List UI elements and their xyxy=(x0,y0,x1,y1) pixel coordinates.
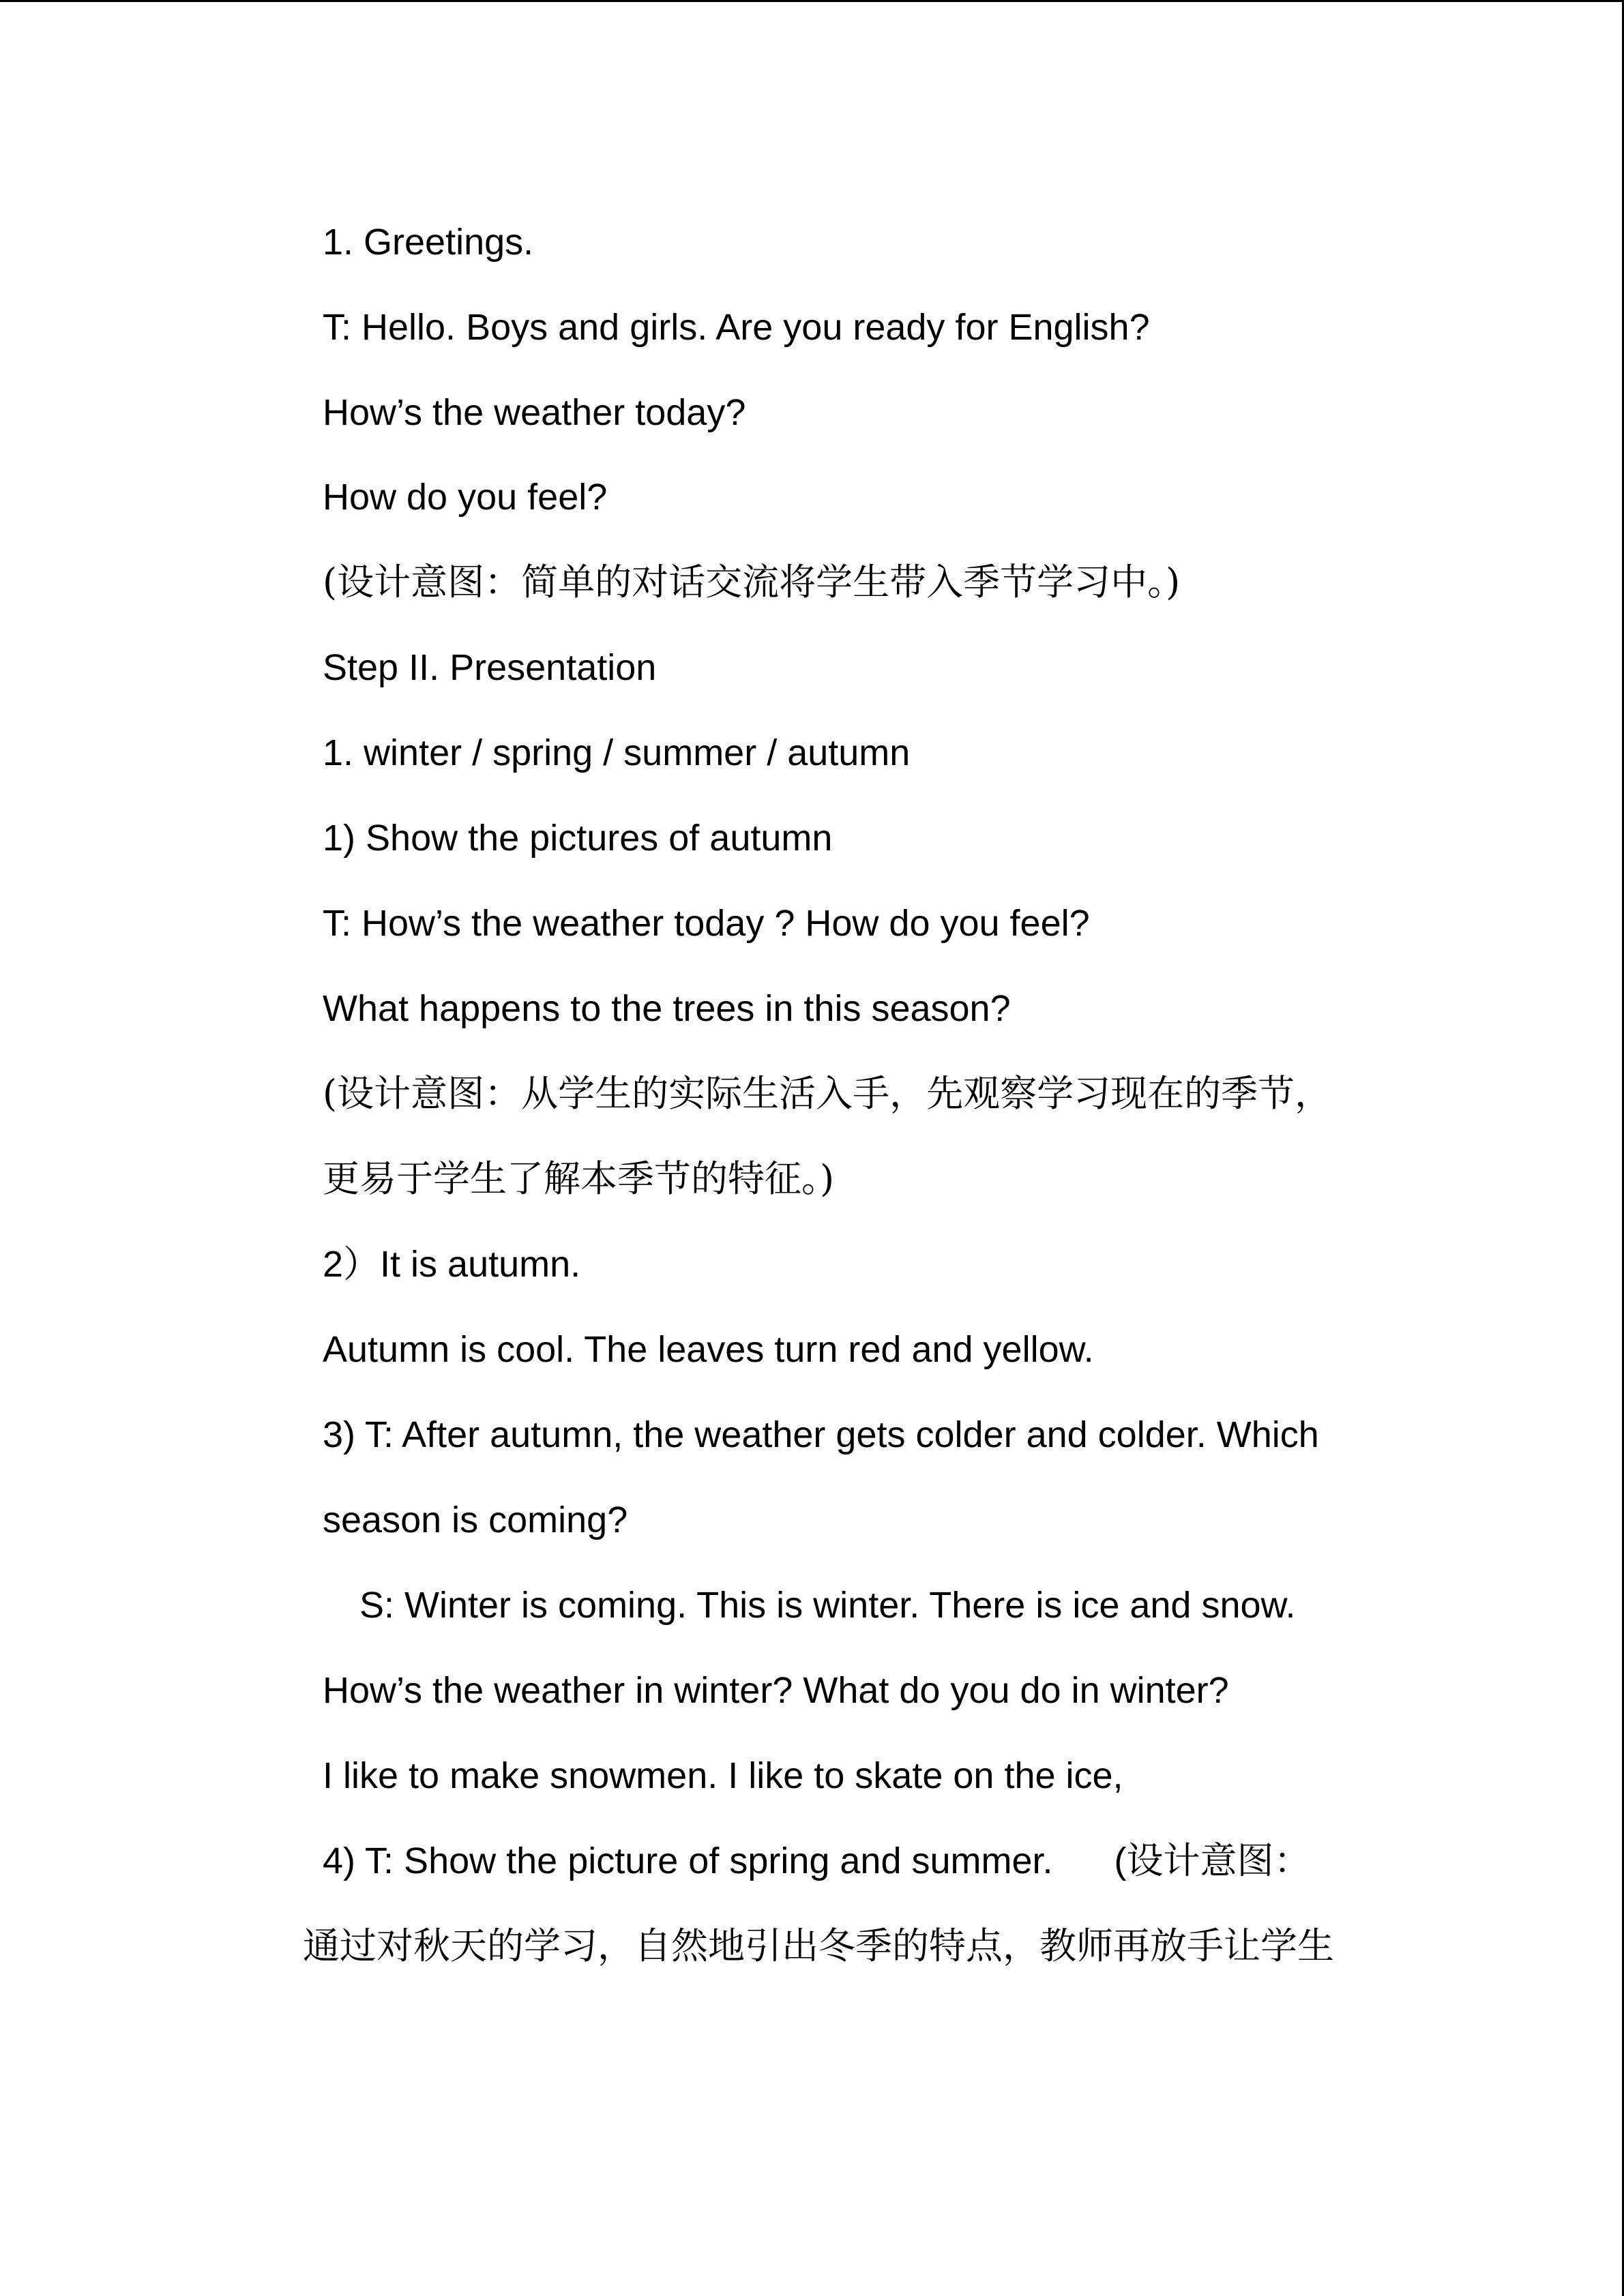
step-item: 1) Show the pictures of autumn xyxy=(323,818,833,859)
design-intent-note: (设计意图：简单的对话交流将学生带入季节学习中。) xyxy=(323,561,1181,603)
step-item: 2）It is autumn. xyxy=(323,1244,581,1285)
heading-greetings: 1. Greetings. xyxy=(323,222,534,263)
section-heading-presentation: Step II. Presentation xyxy=(323,647,657,688)
design-intent-note-continued: 更易于学生了解本季节的特征。) xyxy=(323,1157,835,1200)
student-response: S: Winter is coming. This is winter. There is ice and snow. xyxy=(359,1585,1296,1626)
subheading-seasons: 1. winter / spring / summer / autumn xyxy=(323,732,911,773)
dialogue-line: T: How’s the weather today ? How do you feel? xyxy=(323,903,1090,944)
dialogue-line: I like to make snowmen. I like to skate on the ice, xyxy=(323,1755,1123,1796)
dialogue-line: How’s the weather in winter? What do you do in winter? xyxy=(323,1670,1229,1711)
dialogue-line: How do you feel? xyxy=(323,477,608,518)
design-intent-note-continued: 通过对秋天的学习，自然地引出冬季的特点，教师再放手让学生 xyxy=(303,1924,1334,1967)
dialogue-line: T: Hello. Boys and girls. Are you ready for English? xyxy=(323,307,1150,348)
dialogue-line: What happens to the trees in this season? xyxy=(323,988,1011,1029)
step-item: 4) T: Show the picture of spring and summer. (设计意图： xyxy=(323,1840,1311,1881)
step-item: 3) T: After autumn, the weather gets colder and colder. Which xyxy=(323,1414,1319,1455)
step-item-continued: season is coming? xyxy=(323,1500,628,1540)
design-intent-note: (设计意图：从学生的实际生活入手，先观察学习现在的季节， xyxy=(323,1072,1332,1115)
dialogue-line: Autumn is cool. The leaves turn red and yellow. xyxy=(323,1329,1094,1370)
dialogue-line: How’s the weather today? xyxy=(323,392,746,433)
